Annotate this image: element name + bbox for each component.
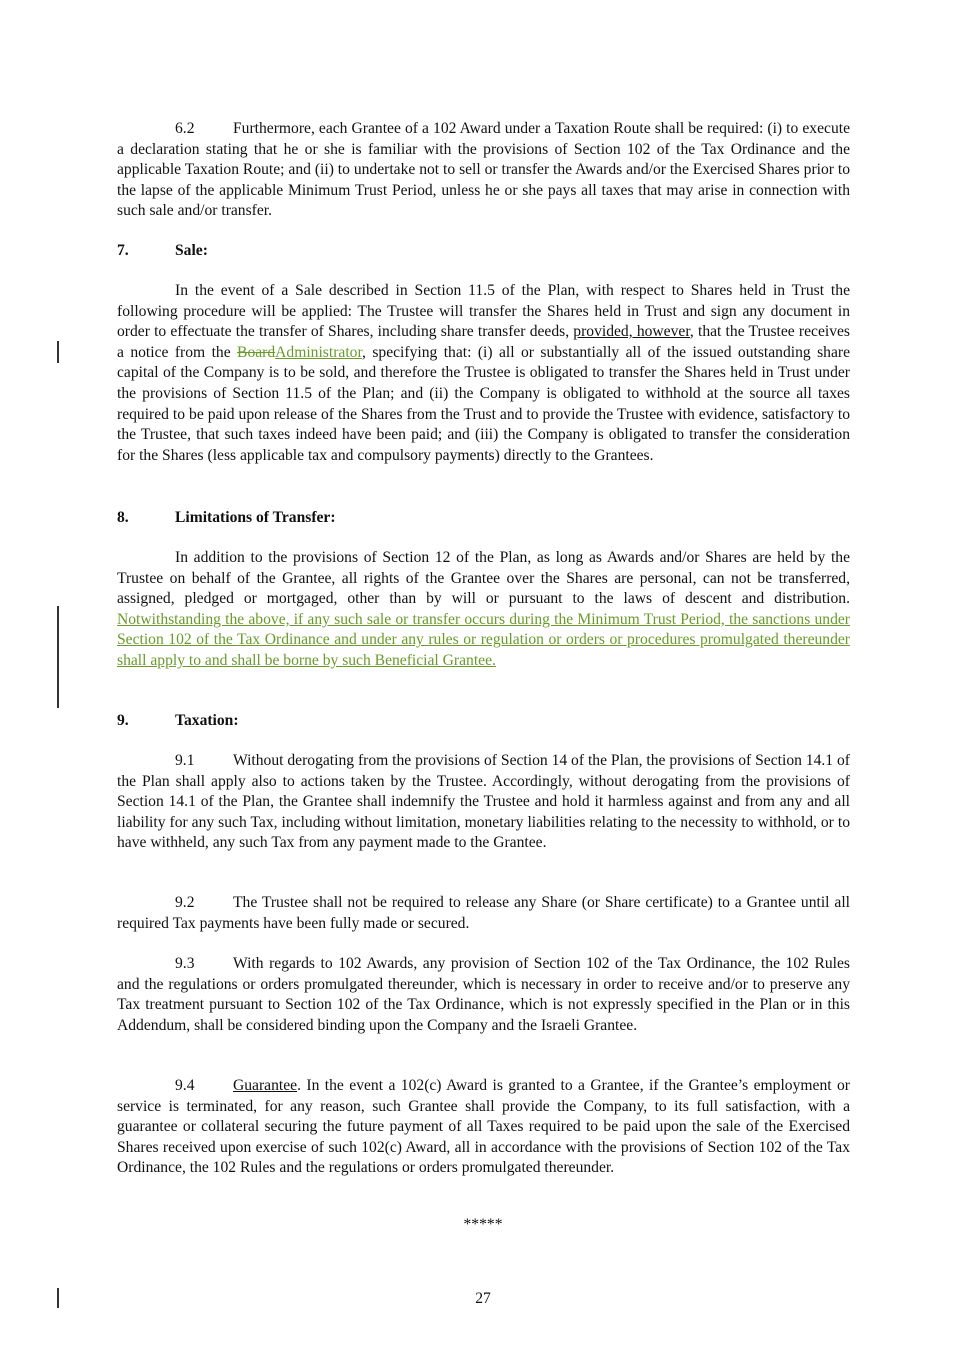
paragraph-number: 9.1	[175, 752, 195, 769]
paragraph-number: 9.4	[175, 1077, 195, 1094]
paragraph-number: 9.3	[175, 955, 195, 972]
paragraph-text: Furthermore, each Grantee of a 102 Award under a Taxation Route shall be required: (i) to execute a declaration stating that he or she is familiar with the provisions of Section 102 of the Tax Ordinance and the applicable Taxation Route; and (ii) to undertake not to sell or transfer the Awards and/or the Exercised Shares prior to the lapse of the applicable Minimum Trust Period, unless he or she pays all taxes that may arise in connection with such sale and/or transfer.	[117, 120, 850, 220]
section-7-heading	[117, 241, 850, 262]
section-8-heading	[117, 508, 850, 529]
paragraph-number: 9.2	[175, 894, 195, 911]
body-text: In the event of a Sale described in Section 11.5 of the Plan, with respect to Shares held in Trust the following procedure will be applied: The Trustee will transfer the Shares held in Trust and sign any document in order to effectuate the transfer of Shares, including share transfer deeds,	[117, 282, 850, 341]
section-number: 8.	[117, 509, 129, 526]
section-title: Limitations of Transfer:	[175, 509, 336, 526]
paragraph-text: With regards to 102 Awards, any provision of Section 102 of the Tax Ordinance, the 102 Rules and the regulations or orders promulgated thereunder, which is necessary in order to receive and/or to preserve any Tax treatment pursuant to Section 102 of the Tax Ordinance, which is not expressly specified in the Plan or in this Addendum, shall be considered binding upon the Company and the Israeli Grantee.	[117, 955, 850, 1034]
deleted-text: Board	[237, 343, 276, 361]
paragraph-9-3	[117, 954, 850, 1036]
section-7-body	[117, 281, 850, 466]
end-marker: *****	[463, 1216, 503, 1233]
paragraph-text: The Trustee shall not be required to release any Share (or Share certificate) to a Grantee until all required Tax payments have been fully made or secured.	[117, 894, 850, 932]
section-number: 7.	[117, 242, 129, 259]
section-title: Sale:	[175, 242, 208, 259]
section-title: Taxation:	[175, 712, 239, 729]
inserted-text: Notwithstanding the above, if any such sale or transfer occurs during the Minimum Trust Period, the sanctions under Section 102 of the Tax Ordinance and under any rules or regulation or orders or procedures promulgated thereunder shall apply to and shall be borne by such Beneficial Grantee.	[117, 610, 850, 669]
body-text: , specifying that: (i) all or substantially all of the issued outstanding share capital of the Company is to be sold, and therefore the Trustee is obligated to transfer the Shares held in Trust under the provisions of Section 11.5 of the Plan; and (ii) the Company is obligated to withhold at the source all taxes required to be paid upon release of the Shares from the Trust and to provide the Trustee with evidence, satisfactory to the Trustee, that such taxes indeed have been paid; and (iii) the Company is obligated to transfer the consideration for the Shares (less applicable tax and compulsory payments) directly to the Grantees.	[117, 343, 850, 464]
section-9-heading	[117, 711, 850, 732]
page-number: 27	[475, 1290, 491, 1307]
change-bar-section-7	[57, 341, 59, 363]
paragraph-number: 6.2	[175, 120, 195, 137]
section-8-body	[117, 548, 850, 672]
inserted-text: Administrator	[275, 343, 363, 361]
body-text: , that the Trustee receives a notice from the	[117, 323, 850, 361]
paragraph-9-1	[117, 751, 850, 854]
change-bar-section-8	[57, 606, 59, 708]
body-text: In addition to the provisions of Section 12 of the Plan, as long as Awards and/or Shares are held by the Trustee on behalf of the Grantee, all rights of the Grantee over the Shares are personal, can not be transferred, assigned, pledged or mortgaged, other than by will or pursuant to the laws of descent and distribution.	[117, 549, 850, 608]
paragraph-text: . In the event a 102(c) Award is granted to a Grantee, if the Grantee’s employment or service is terminated, for any reason, such Grantee shall provide the Company, to its full satisfaction, with a guarantee or collateral securing the future payment of all Taxes required to be paid upon the sale of the Exercised Shares received upon exercise of such 102(c) Award, all in accordance with the provisions of Section 102 of the Tax Ordinance, the 102 Rules and the regulations or orders promulgated thereunder.	[117, 1077, 850, 1177]
provided-however-term: provided, however	[573, 323, 690, 341]
section-number: 9.	[117, 712, 129, 729]
paragraph-text: Without derogating from the provisions of Section 14 of the Plan, the provisions of Section 14.1 of the Plan shall apply also to actions taken by the Trustee. Accordingly, without derogating from the provisions of Section 14.1 of the Plan, the Grantee shall indemnify the Trustee and hold it harmless against and from any and all liability for any such Tax, including without limitation, monetary liabilities relating to the necessity to withhold, or to have withheld, any such Tax from any payment made to the Grantee.	[117, 752, 850, 852]
guarantee-label: Guarantee	[233, 1077, 298, 1094]
paragraph-9-2	[117, 893, 850, 934]
paragraph-9-4	[117, 1076, 850, 1179]
paragraph-6-2	[117, 119, 850, 222]
